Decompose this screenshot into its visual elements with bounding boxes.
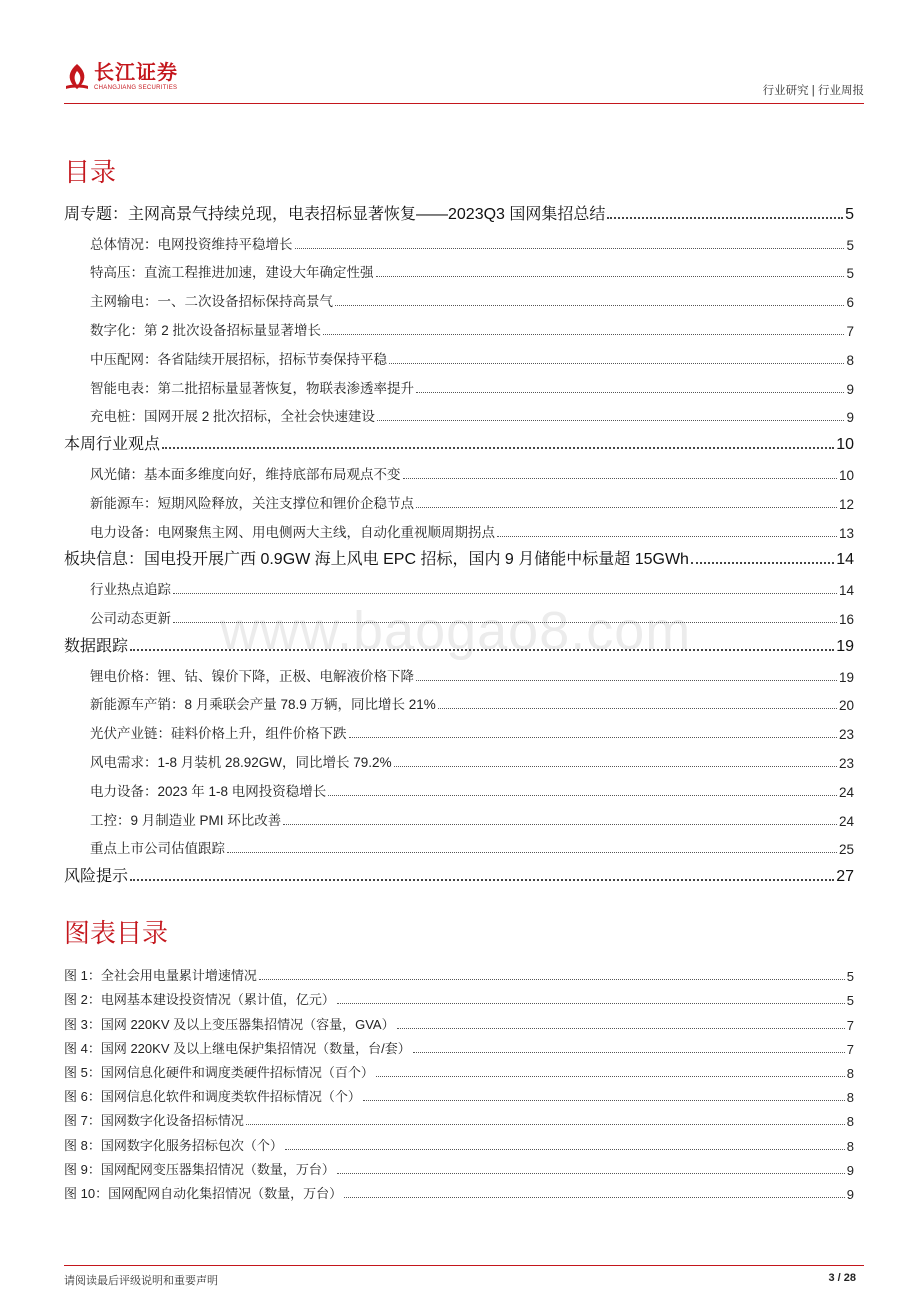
dot-leader — [295, 248, 845, 249]
toc-section-page: 23 — [838, 727, 854, 743]
toc-section-page: 5 — [846, 266, 854, 282]
figure-entry-text: 图 3：国网 220KV 及以上变压器集招情况（容量，GVA） — [64, 1016, 395, 1032]
dot-leader — [397, 1028, 845, 1029]
toc-section-text: 新能源车：短期风险释放，关注支撑位和锂价企稳节点 — [90, 495, 414, 511]
dot-leader — [162, 447, 834, 449]
toc-chapter-text: 数据跟踪 — [64, 637, 129, 655]
figure-entry-page: 9 — [846, 1186, 854, 1202]
figure-entry-text: 图 10：国网配网自动化集招情况（数量，万台） — [64, 1185, 343, 1201]
toc-section-page: 8 — [846, 352, 854, 368]
toc-section-text: 行业热点追踪 — [90, 582, 171, 598]
toc-section[interactable] — [64, 224, 854, 253]
toc-section[interactable] — [64, 368, 854, 397]
dot-leader — [130, 879, 834, 881]
toc-section-text: 特高压：直流工程推进加速，建设大年确定性强 — [90, 265, 374, 281]
report-category: 行业研究 | 行业周报 — [762, 85, 864, 97]
figure-entry-text: 图 8：国网数字化服务招标包次（个） — [64, 1137, 283, 1153]
toc-chapter-text: 板块信息：国电投开展广西 0.9GW 海上风电 EPC 招标，国内 9 月储能中标量超 15GWh — [64, 551, 689, 569]
dot-leader — [173, 622, 837, 623]
figure-entry[interactable] — [64, 1178, 854, 1202]
dot-leader — [259, 979, 845, 980]
dot-leader — [497, 536, 837, 537]
logo-flame-icon — [64, 62, 90, 92]
figure-entry[interactable] — [64, 1057, 854, 1081]
figure-entry[interactable] — [64, 1081, 854, 1105]
toc-section-page: 14 — [838, 583, 854, 599]
page-number: 3 / 28 — [828, 1272, 856, 1284]
figure-entry-page: 8 — [846, 1114, 854, 1130]
toc-chapter-page: 19 — [836, 637, 854, 655]
toc-chapter-page: 10 — [836, 436, 854, 454]
toc-section[interactable] — [64, 310, 854, 339]
dot-leader — [337, 1173, 845, 1174]
figure-entry-page: 7 — [846, 1017, 854, 1033]
logo-english-name: CHANGJIANG SECURITIES — [94, 85, 178, 91]
figure-entry-page: 5 — [846, 969, 854, 985]
toc-chapter[interactable] — [64, 541, 854, 570]
figure-entry[interactable] — [64, 960, 854, 984]
toc-section[interactable] — [64, 512, 854, 541]
footer-disclaimer: 请阅读最后评级说明和重要声明 — [64, 1275, 218, 1287]
toc-section-text: 中压配网：各省陆续开展招标，招标节奏保持平稳 — [90, 351, 387, 367]
dot-leader — [363, 1100, 845, 1101]
toc-title: 目录 — [64, 157, 117, 187]
page-header — [64, 62, 864, 104]
toc-section-page: 25 — [838, 842, 854, 858]
toc-section[interactable] — [64, 771, 854, 800]
dot-leader — [416, 680, 837, 681]
dot-leader — [691, 562, 834, 564]
toc-section[interactable] — [64, 742, 854, 771]
figure-entry-page: 8 — [846, 1138, 854, 1154]
toc-section-page: 9 — [846, 410, 854, 426]
dot-leader — [416, 507, 837, 508]
figure-list — [64, 960, 854, 1202]
dot-leader — [438, 708, 837, 709]
dot-leader — [349, 737, 837, 738]
toc-section-text: 重点上市公司估值跟踪 — [90, 841, 225, 857]
toc-section-text: 智能电表：第二批招标量显著恢复，物联表渗透率提升 — [90, 380, 414, 396]
toc-section-page: 16 — [838, 611, 854, 627]
figure-entry-text: 图 4：国网 220KV 及以上继电保护集招情况（数量，台/套） — [64, 1040, 411, 1056]
dot-leader — [328, 795, 837, 796]
toc-chapter-page: 27 — [836, 868, 854, 886]
dot-leader — [389, 363, 844, 364]
toc-chapter-text: 本周行业观点 — [64, 436, 161, 454]
figure-entry-text: 图 7：国网数字化设备招标情况 — [64, 1113, 244, 1129]
dot-leader — [337, 1003, 845, 1004]
toc-section-text: 工控：9 月制造业 PMI 环比改善 — [90, 812, 282, 828]
toc-section-page: 7 — [846, 323, 854, 339]
toc-chapter[interactable] — [64, 195, 854, 224]
toc-section[interactable] — [64, 656, 854, 685]
toc-section-page: 19 — [838, 669, 854, 685]
figure-entry[interactable] — [64, 1033, 854, 1057]
toc-section-page: 20 — [838, 698, 854, 714]
company-logo — [64, 62, 178, 92]
toc-chapter[interactable] — [64, 857, 854, 886]
dot-leader — [403, 478, 837, 479]
toc-section[interactable] — [64, 483, 854, 512]
figure-entry-page: 5 — [846, 993, 854, 1009]
dot-leader — [376, 276, 845, 277]
figure-entry-text: 图 1：全社会用电量累计增速情况 — [64, 968, 257, 984]
toc-section-text: 数字化：第 2 批次设备招标量显著增长 — [90, 322, 322, 338]
logo-chinese-name: 长江证券 — [94, 62, 178, 84]
toc-section-text: 锂电价格：锂、钴、镍价下降，正极、电解液价格下降 — [90, 668, 414, 684]
dot-leader — [335, 305, 844, 306]
toc-section-page: 12 — [838, 496, 854, 512]
toc-section[interactable] — [64, 713, 854, 742]
toc-section[interactable] — [64, 829, 854, 858]
footer-divider — [64, 1265, 864, 1266]
toc-section-page: 5 — [846, 237, 854, 253]
dot-leader — [376, 1076, 845, 1077]
dot-leader — [285, 1149, 845, 1150]
toc-section-text: 主网输电：一、二次设备招标保持高景气 — [90, 294, 333, 310]
dot-leader — [283, 824, 837, 825]
toc-section-page: 10 — [838, 467, 854, 483]
dot-leader — [130, 649, 834, 651]
figure-entry-text: 图 6：国网信息化软件和调度类软件招标情况（个） — [64, 1089, 361, 1105]
dot-leader — [394, 766, 837, 767]
figure-entry-text: 图 2：电网基本建设投资情况（累计值，亿元） — [64, 992, 335, 1008]
toc-section-text: 公司动态更新 — [90, 610, 171, 626]
toc-chapter-text: 周专题：主网高景气持续兑现，电表招标显著恢复——2023Q3 国网集招总结 — [64, 205, 606, 223]
figure-entry-text: 图 5：国网信息化硬件和调度类硬件招标情况（百个） — [64, 1064, 374, 1080]
figure-entry[interactable] — [64, 1129, 854, 1153]
toc-section-text: 新能源车产销：8 月乘联会产量 78.9 万辆，同比增长 21% — [90, 697, 436, 713]
toc-section-page: 9 — [846, 381, 854, 397]
toc-chapter[interactable] — [64, 425, 854, 454]
toc-section-text: 光伏产业链：硅料价格上升，组件价格下跌 — [90, 726, 347, 742]
dot-leader — [607, 217, 843, 219]
toc-section[interactable] — [64, 281, 854, 310]
figure-entry[interactable] — [64, 1154, 854, 1178]
dot-leader — [344, 1197, 845, 1198]
figure-entry-page: 9 — [846, 1162, 854, 1178]
dot-leader — [173, 593, 837, 594]
toc-section-text: 电力设备：2023 年 1-8 电网投资稳增长 — [90, 783, 327, 799]
dot-leader — [323, 334, 844, 335]
toc-section-page: 24 — [838, 813, 854, 829]
toc-chapter-page: 5 — [845, 205, 854, 223]
toc-section-text: 总体情况：电网投资维持平稳增长 — [90, 236, 293, 252]
figure-entry-text: 图 9：国网配网变压器集招情况（数量，万台） — [64, 1161, 335, 1177]
toc-section-text: 充电桩：国网开展 2 批次招标，全社会快速建设 — [90, 409, 376, 425]
figure-entry[interactable] — [64, 1105, 854, 1129]
toc-section[interactable] — [64, 598, 854, 627]
toc-chapter[interactable] — [64, 627, 854, 656]
dot-leader — [377, 420, 844, 421]
toc-section-page: 13 — [838, 525, 854, 541]
toc-chapter-text: 风险提示 — [64, 868, 129, 886]
toc-section[interactable] — [64, 397, 854, 426]
toc-section-page: 6 — [846, 295, 854, 311]
table-of-contents — [64, 195, 854, 886]
toc-section[interactable] — [64, 339, 854, 368]
toc-section-text: 风光储：基本面多维度向好，维持底部布局观点不变 — [90, 466, 401, 482]
dot-leader — [246, 1124, 845, 1125]
toc-section[interactable] — [64, 454, 854, 483]
figure-list-title: 图表目录 — [64, 918, 169, 948]
figure-entry[interactable] — [64, 984, 854, 1008]
header-divider — [64, 103, 864, 104]
figure-entry[interactable] — [64, 1008, 854, 1032]
figure-entry-page: 7 — [846, 1041, 854, 1057]
dot-leader — [413, 1052, 845, 1053]
toc-section[interactable] — [64, 685, 854, 714]
watermark: www.baogao8.com — [220, 601, 692, 661]
figure-entry-page: 8 — [846, 1065, 854, 1081]
toc-section-text: 电力设备：电网聚焦主网、用电侧两大主线，自动化重视顺周期拐点 — [90, 524, 495, 540]
dot-leader — [416, 392, 844, 393]
dot-leader — [227, 852, 837, 853]
figure-entry-page: 8 — [846, 1090, 854, 1106]
toc-section-page: 24 — [838, 784, 854, 800]
toc-section[interactable] — [64, 800, 854, 829]
toc-section-page: 23 — [838, 755, 854, 771]
toc-chapter-page: 14 — [836, 551, 854, 569]
toc-section-text: 风电需求：1-8 月装机 28.92GW，同比增长 79.2% — [90, 754, 392, 770]
toc-section[interactable] — [64, 253, 854, 282]
toc-section[interactable] — [64, 569, 854, 598]
